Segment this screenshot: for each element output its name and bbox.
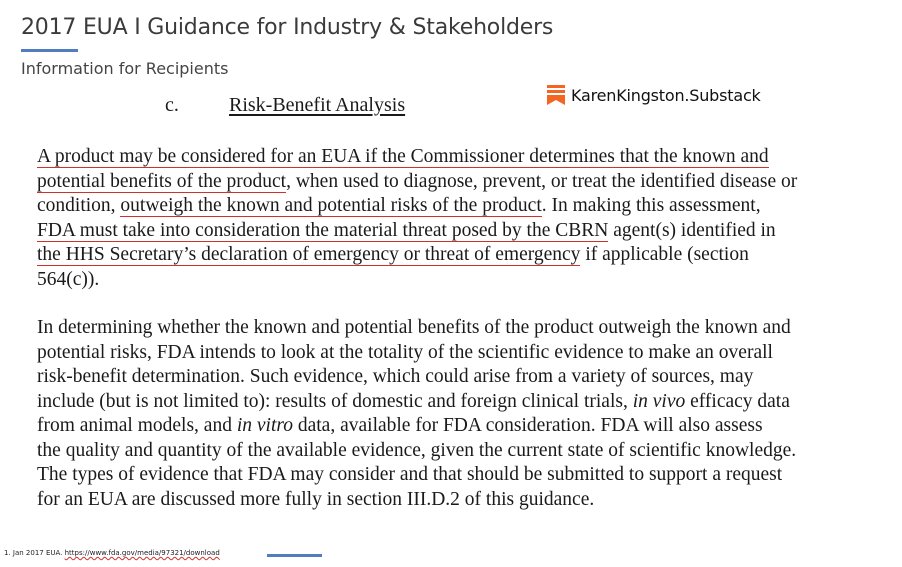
highlighted-phrase: A product may be considered for an EUA if the Commissioner determines that the known and: [37, 146, 769, 167]
footnote-url[interactable]: https://www.fda.gov/media/97321/download: [64, 549, 220, 557]
highlighted-phrase: FDA must take into consideration the material threat posed by the CBRN: [37, 219, 609, 241]
paragraph-line: 564(c)).: [37, 268, 100, 290]
substack-icon: [547, 85, 565, 105]
paragraph-evidence: [37, 316, 887, 512]
title-accent-bar: [21, 49, 78, 52]
brand-badge: [547, 85, 761, 105]
brand-text: KarenKingston.Substack: [571, 85, 761, 105]
paragraph-line: [37, 170, 887, 195]
section-letter: c.: [165, 94, 179, 116]
highlighted-phrase: potential benefits of the product: [37, 170, 287, 192]
text-run: agent(s) identified in: [608, 219, 776, 241]
footnote: [4, 549, 220, 557]
footer-accent-bar: [267, 554, 322, 557]
paragraph-line: the quality and quantity of the available evidence, given the current state of scientific knowledge.: [37, 439, 797, 461]
paragraph-risk-benefit: [37, 145, 887, 292]
text-run: from animal models, and: [37, 415, 237, 436]
italic-term: in vitro: [236, 415, 293, 436]
paragraph-line: for an EUA are discussed more fully in section III.D.2 of this guidance.: [37, 488, 595, 510]
section-heading: [165, 94, 405, 117]
highlighted-phrase: the HHS Secretary’s declaration of emergency or threat of emergency: [37, 244, 581, 265]
paragraph-line: [37, 414, 887, 439]
paragraph-line: [37, 243, 887, 268]
paragraph-line: potential risks, FDA intends to look at the totality of the scientific evidence to make an overall: [37, 341, 773, 363]
italic-term: in vivo: [632, 390, 686, 412]
section-title: Risk-Benefit Analysis: [229, 94, 406, 116]
text-run: include (but is not limited to): results of domestic and foreign clinical trials,: [37, 390, 633, 412]
text-run: . In making this assessment,: [541, 195, 761, 216]
slide-title: 2017 EUA I Guidance for Industry & Stakeholders: [21, 15, 554, 40]
paragraph-line: The types of evidence that FDA may consider and that should be submitted to support a request: [37, 464, 783, 485]
paragraph-line: [37, 194, 887, 219]
text-run: efficacy data: [685, 390, 790, 412]
text-run: , when used to diagnose, prevent, or treat the identified disease or: [286, 170, 798, 192]
highlighted-phrase: outweigh the known and potential risks of the product: [120, 195, 542, 216]
text-run: data, available for FDA consideration. FDA will also assess: [292, 415, 763, 436]
paragraph-line: [37, 390, 887, 415]
text-run: condition,: [37, 195, 121, 216]
paragraph-line: [37, 145, 887, 170]
paragraph-line: risk-benefit determination. Such evidence, which could arise from a variety of sources, may: [37, 366, 754, 387]
footnote-prefix: 1. Jan 2017 EUA.: [4, 549, 65, 557]
text-run: if applicable (section: [580, 244, 749, 265]
paragraph-line: In determining whether the known and potential benefits of the product outweigh the known and: [37, 317, 791, 338]
paragraph-line: [37, 219, 887, 244]
slide-subtitle: Information for Recipients: [21, 59, 229, 78]
